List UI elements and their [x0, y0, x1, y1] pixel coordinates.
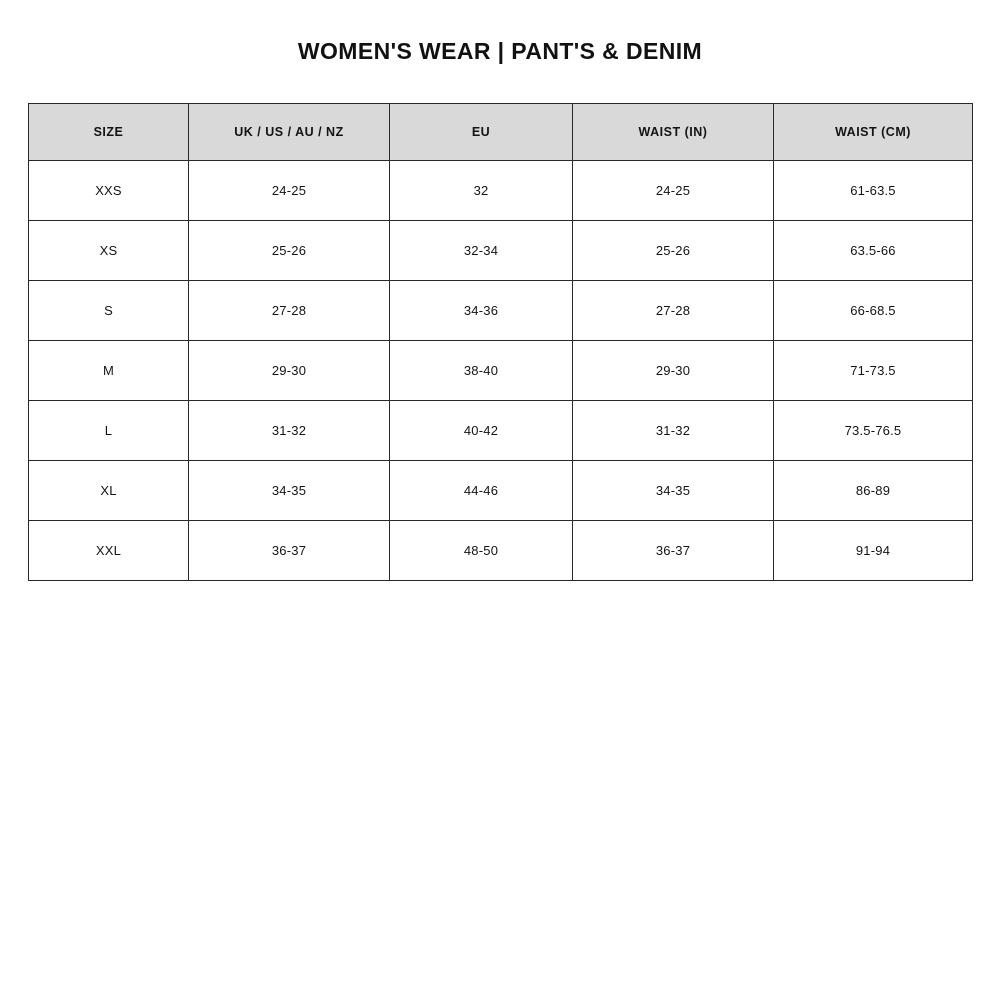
cell-waist-in: 24-25: [573, 161, 774, 221]
cell-waist-cm: 73.5-76.5: [774, 401, 973, 461]
table-row: [29, 461, 973, 521]
cell-uk-us-au-nz: 36-37: [189, 521, 390, 581]
table-header: [29, 104, 973, 161]
cell-eu: 40-42: [390, 401, 573, 461]
table-row: [29, 161, 973, 221]
column-header-size: SIZE: [29, 104, 189, 161]
cell-size: XS: [29, 221, 189, 281]
table-row: [29, 341, 973, 401]
cell-waist-in: 27-28: [573, 281, 774, 341]
cell-eu: 44-46: [390, 461, 573, 521]
cell-size: XXL: [29, 521, 189, 581]
cell-waist-cm: 91-94: [774, 521, 973, 581]
size-chart-table-wrapper: [28, 103, 972, 581]
cell-eu: 34-36: [390, 281, 573, 341]
cell-waist-cm: 71-73.5: [774, 341, 973, 401]
cell-waist-cm: 86-89: [774, 461, 973, 521]
cell-eu: 32: [390, 161, 573, 221]
cell-waist-in: 34-35: [573, 461, 774, 521]
cell-uk-us-au-nz: 31-32: [189, 401, 390, 461]
cell-uk-us-au-nz: 24-25: [189, 161, 390, 221]
cell-size: XL: [29, 461, 189, 521]
cell-eu: 48-50: [390, 521, 573, 581]
table-row: [29, 401, 973, 461]
cell-eu: 38-40: [390, 341, 573, 401]
cell-waist-in: 31-32: [573, 401, 774, 461]
size-chart-table: [28, 103, 973, 581]
cell-waist-in: 36-37: [573, 521, 774, 581]
cell-uk-us-au-nz: 29-30: [189, 341, 390, 401]
cell-size: S: [29, 281, 189, 341]
cell-waist-cm: 66-68.5: [774, 281, 973, 341]
table-body: [29, 161, 973, 581]
cell-size: XXS: [29, 161, 189, 221]
cell-waist-cm: 61-63.5: [774, 161, 973, 221]
cell-uk-us-au-nz: 27-28: [189, 281, 390, 341]
column-header-eu: EU: [390, 104, 573, 161]
cell-size: L: [29, 401, 189, 461]
cell-uk-us-au-nz: 34-35: [189, 461, 390, 521]
cell-size: M: [29, 341, 189, 401]
column-header-waist-in: WAIST (IN): [573, 104, 774, 161]
table-header-row: [29, 104, 973, 161]
table-row: [29, 221, 973, 281]
cell-eu: 32-34: [390, 221, 573, 281]
column-header-uk-us-au-nz: UK / US / AU / NZ: [189, 104, 390, 161]
cell-waist-cm: 63.5-66: [774, 221, 973, 281]
column-header-waist-cm: WAIST (CM): [774, 104, 973, 161]
cell-waist-in: 29-30: [573, 341, 774, 401]
cell-waist-in: 25-26: [573, 221, 774, 281]
page-title: WOMEN'S WEAR | PANT'S & DENIM: [297, 38, 703, 64]
table-row: [29, 281, 973, 341]
table-row: [29, 521, 973, 581]
cell-uk-us-au-nz: 25-26: [189, 221, 390, 281]
